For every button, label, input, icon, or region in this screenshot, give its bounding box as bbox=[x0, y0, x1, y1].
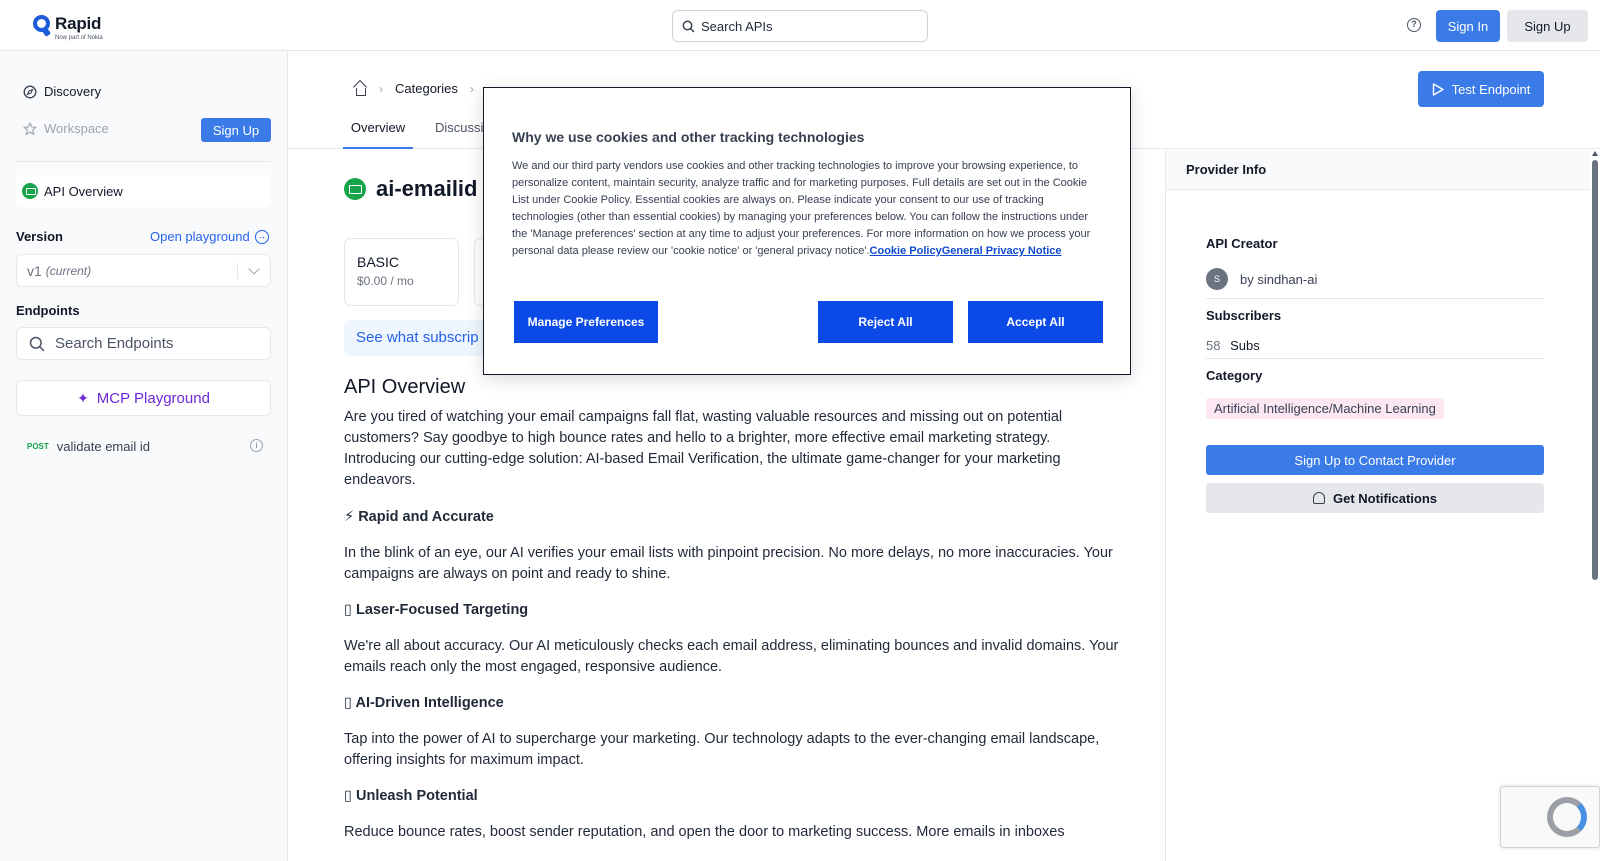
sidebar-item-label: API Overview bbox=[44, 183, 123, 199]
tab-overview[interactable]: Overview bbox=[343, 117, 413, 149]
open-playground-link[interactable] bbox=[150, 229, 269, 244]
api-logo-icon bbox=[344, 178, 366, 200]
left-sidebar bbox=[0, 51, 288, 861]
test-endpoint-label: Test Endpoint bbox=[1451, 81, 1531, 97]
recaptcha-icon bbox=[1547, 797, 1587, 837]
star-icon bbox=[23, 122, 37, 136]
get-notifications-button[interactable] bbox=[1206, 483, 1544, 513]
search-icon bbox=[682, 20, 695, 33]
breadcrumb-categories[interactable]: Categories bbox=[395, 81, 458, 96]
reject-all-button[interactable]: Reject All bbox=[818, 301, 953, 343]
api-title: ai-emailid bbox=[376, 176, 478, 201]
pricing-plan-card[interactable] bbox=[344, 238, 459, 306]
endpoint-list-item[interactable] bbox=[16, 436, 271, 456]
chevron-down-icon bbox=[248, 263, 259, 274]
cookie-dialog-text: We and our third party vendors use cookies and other tracking technologies to improve your browsing experience, to personalize content, maintain security, analyze traffic and for marketing purposes. Full details are set out in the Cookie List under Cookie Policy. Essential cookies are always on. Please indicate your consent to our use of tracking technologies (other than essential cookies) by managing your preferences below. You can follow the instructions under the 'Manage preferences' section at any time to adjust your preferences. For more information on how we process your personal data please review our 'cookie notice' or 'general privacy notice'. bbox=[512, 160, 1091, 257]
provider-info-panel bbox=[1165, 150, 1589, 861]
compass-icon bbox=[23, 85, 37, 99]
tab-discussions[interactable]: Discussi bbox=[435, 120, 484, 135]
version-current-tag: (current) bbox=[45, 263, 92, 278]
api-title-row bbox=[344, 176, 477, 202]
section-heading: ▯ Unleash Potential bbox=[344, 788, 478, 804]
cookie-dialog-body bbox=[512, 158, 1104, 260]
sidebar-item-api-overview[interactable] bbox=[16, 175, 271, 207]
plan-price: $0.00 / mo bbox=[357, 274, 414, 288]
sidebar-item-workspace[interactable] bbox=[16, 121, 109, 136]
info-icon[interactable]: i bbox=[250, 439, 263, 452]
brand-subtitle: Now part of Nokia bbox=[55, 35, 103, 41]
category-label: Category bbox=[1206, 368, 1263, 383]
sign-up-button[interactable]: Sign Up bbox=[1507, 10, 1588, 42]
section-paragraph: Reduce bounce rates, boost sender reputation, and open the door to marketing success. More emails in inboxes bbox=[344, 824, 1065, 840]
breadcrumb bbox=[353, 81, 486, 96]
search-placeholder: Search Endpoints bbox=[55, 335, 174, 352]
provider-info-header bbox=[1166, 150, 1590, 190]
api-search-input[interactable] bbox=[672, 10, 928, 42]
divider bbox=[1206, 358, 1544, 359]
version-label: Version bbox=[16, 229, 63, 244]
section-heading: ▯ Laser-Focused Targeting bbox=[344, 602, 529, 618]
recaptcha-badge[interactable] bbox=[1500, 786, 1600, 848]
top-navbar bbox=[0, 0, 1600, 51]
privacy-notice-link[interactable]: General Privacy Notice bbox=[941, 245, 1062, 257]
subscription-banner-link[interactable]: See what subscrip bbox=[344, 320, 1104, 356]
mcp-playground-label: MCP Playground bbox=[96, 389, 210, 407]
search-placeholder: Search APIs bbox=[701, 18, 773, 34]
search-icon bbox=[29, 336, 45, 352]
creator-name: by sindhan-ai bbox=[1240, 271, 1318, 287]
section-heading: ⚡ Rapid and Accurate bbox=[344, 509, 494, 525]
avatar: S bbox=[1206, 268, 1228, 290]
help-icon[interactable]: ? bbox=[1407, 18, 1421, 32]
sidebar-item-discovery[interactable] bbox=[16, 84, 101, 99]
subscribers-label: Subscribers bbox=[1206, 308, 1282, 323]
api-logo-icon bbox=[22, 183, 38, 199]
endpoints-label: Endpoints bbox=[16, 303, 80, 318]
get-notifications-label: Get Notifications bbox=[1332, 490, 1437, 506]
section-heading: ▯ AI-Driven Intelligence bbox=[344, 695, 504, 711]
version-value: v1 bbox=[27, 262, 42, 279]
api-creator-label: API Creator bbox=[1206, 236, 1278, 251]
intro-paragraph: Are you tired of watching your email campaigns fall flat, wasting valuable resources and missing out on potential customers? Say goodbye to high bounce rates and hello to a brighter, more effective email marketing strategy. Introducing our cutting-edge solution: AI-based Email Verification, the ultimate game-changer for your marketing endeavors. bbox=[344, 409, 1063, 488]
divider bbox=[1206, 298, 1544, 299]
accept-all-button[interactable]: Accept All bbox=[968, 301, 1103, 343]
manage-preferences-button[interactable]: Manage Preferences bbox=[514, 301, 658, 343]
chevron-right-icon: › bbox=[469, 81, 474, 96]
rapid-logo-icon bbox=[33, 14, 51, 36]
sidebar-item-label: Workspace bbox=[44, 121, 109, 136]
contact-provider-button[interactable]: Sign Up to Contact Provider bbox=[1206, 445, 1544, 475]
select-separator bbox=[237, 263, 238, 279]
bell-icon bbox=[1313, 492, 1325, 504]
play-icon bbox=[1432, 83, 1444, 96]
subscribers-count-row bbox=[1206, 338, 1260, 353]
cookie-dialog-title: Why we use cookies and other tracking technologies bbox=[512, 129, 865, 145]
section-paragraph: We're all about accuracy. Our AI meticulously checks each email address, eliminating bounces and invalid domains. Your emails reach only the most engaged, responsive audience. bbox=[344, 638, 1119, 675]
cookie-consent-dialog bbox=[483, 87, 1131, 375]
mcp-playground-button[interactable] bbox=[16, 380, 271, 416]
chevron-right-icon: › bbox=[379, 81, 383, 96]
scroll-up-arrow-icon[interactable] bbox=[1592, 151, 1598, 156]
endpoint-name: validate email id bbox=[56, 438, 150, 454]
rapid-logo[interactable] bbox=[33, 14, 103, 42]
sidebar-item-label: Discovery bbox=[44, 84, 102, 99]
overview-heading: API Overview bbox=[344, 376, 466, 398]
test-endpoint-button[interactable] bbox=[1418, 71, 1544, 107]
endpoint-search-input[interactable] bbox=[16, 327, 271, 360]
version-select[interactable] bbox=[16, 254, 271, 287]
cookie-policy-link[interactable]: Cookie Policy bbox=[869, 245, 942, 257]
sparkle-icon: ✦ bbox=[77, 389, 89, 406]
divider bbox=[16, 161, 271, 162]
open-playground-label: Open playground bbox=[150, 229, 250, 244]
subscribers-unit: Subs bbox=[1230, 338, 1260, 353]
category-badge[interactable]: Artificial Intelligence/Machine Learning bbox=[1206, 398, 1444, 419]
provider-info-title: Provider Info bbox=[1186, 162, 1267, 177]
arrow-right-circle-icon: → bbox=[255, 230, 269, 244]
http-method-badge: POST bbox=[27, 441, 49, 451]
scrollbar-thumb[interactable] bbox=[1592, 160, 1598, 580]
plan-name: BASIC bbox=[357, 254, 400, 270]
sign-in-button[interactable]: Sign In bbox=[1436, 10, 1500, 42]
section-paragraph: Tap into the power of AI to supercharge your marketing. Our technology adapts to the ever-changing email landscape, offering insights for maximum impact. bbox=[344, 731, 1100, 768]
subscribers-count: 58 bbox=[1206, 338, 1221, 353]
api-creator[interactable] bbox=[1206, 268, 1317, 290]
section-paragraph: In the blink of an eye, our AI verifies your email lists with pinpoint precision. No more delays, no more inaccuracies. Your campaigns are always on point and ready to shine. bbox=[344, 545, 1113, 582]
home-icon[interactable] bbox=[353, 82, 367, 95]
sidebar-signup-button[interactable]: Sign Up bbox=[201, 118, 271, 142]
brand-name: Rapid bbox=[55, 14, 102, 33]
